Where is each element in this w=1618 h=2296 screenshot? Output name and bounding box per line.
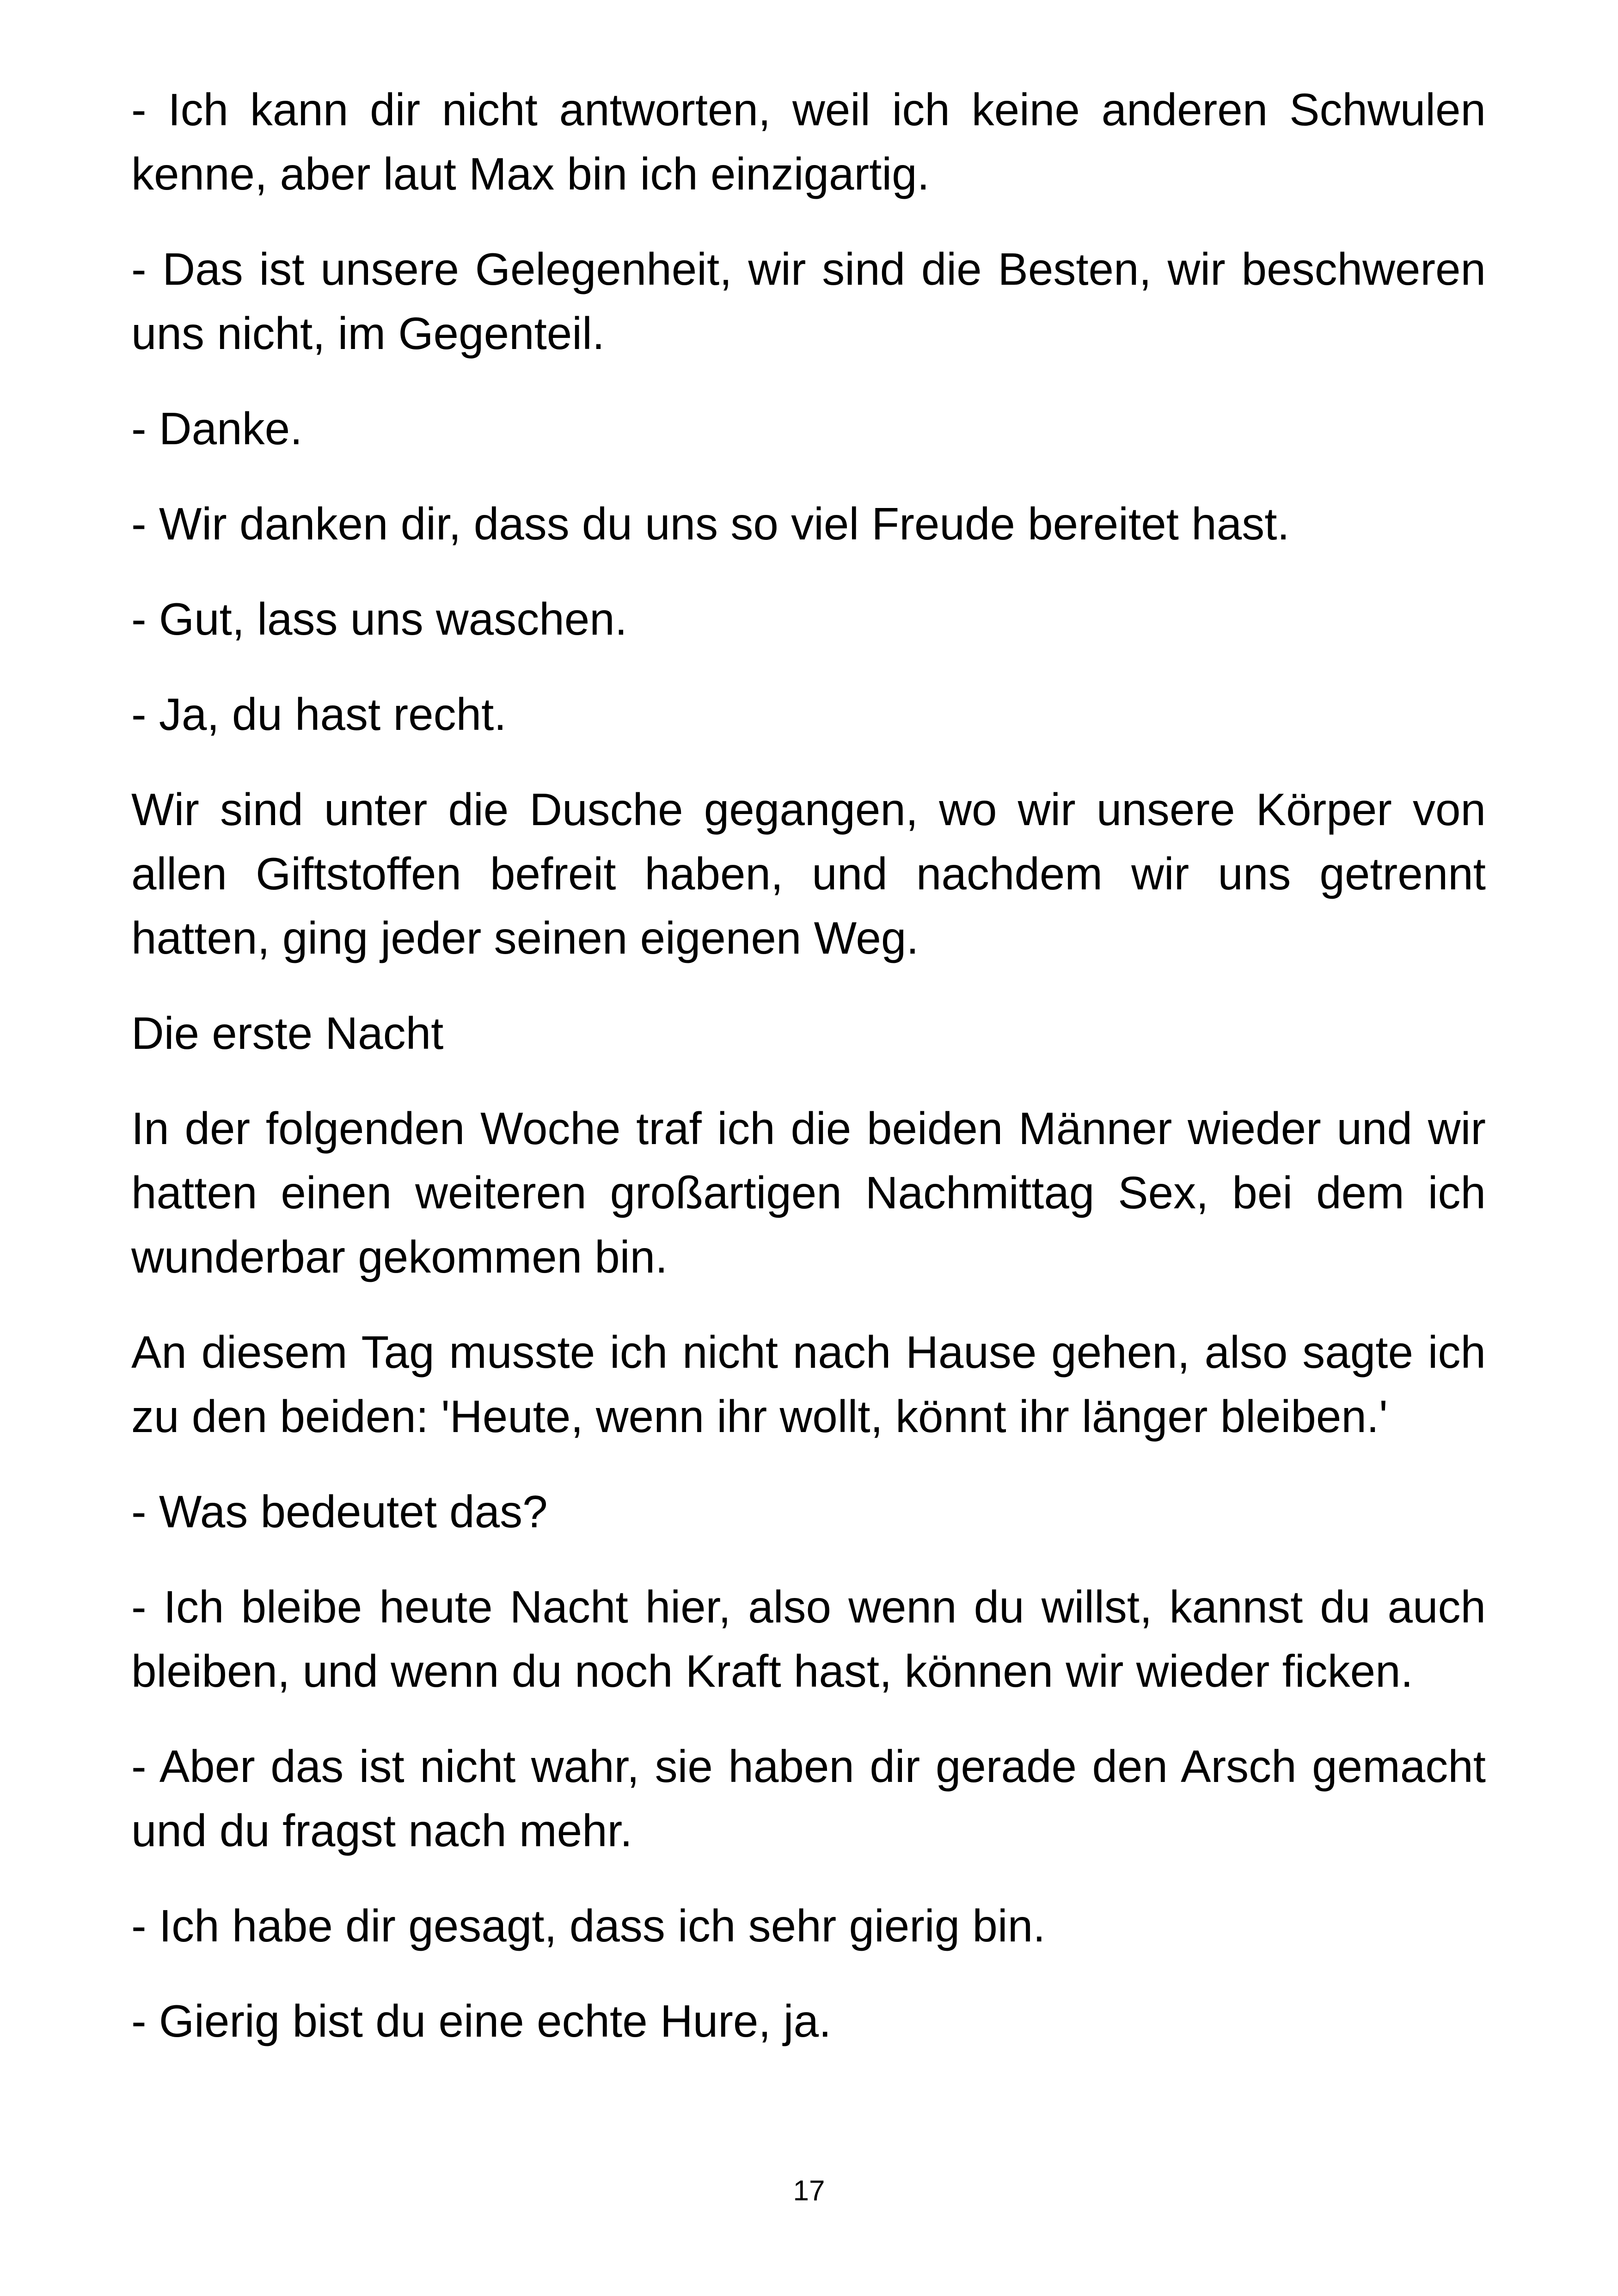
paragraph-14: - Ich habe dir gesagt, dass ich sehr gierig bin.	[131, 1900, 1046, 1951]
paragraph-9: In der folgenden Woche traf ich die beiden Männer wieder und wir hatten einen weiteren großartigen Nachmittag Sex, bei dem ich wunderbar gekommen bin.	[131, 1103, 1486, 1282]
page-body	[131, 78, 1486, 2053]
paragraph-11: - Was bedeutet das?	[131, 1486, 548, 1537]
paragraph-6: - Ja, du hast recht.	[131, 689, 507, 740]
page-number: 17	[793, 2175, 825, 2207]
section-heading: Die erste Nacht	[131, 1008, 444, 1059]
paragraph-2: - Das ist unsere Gelegenheit, wir sind die Besten, wir beschweren uns nicht, im Gegenteil.	[131, 244, 1486, 359]
paragraph-10: An diesem Tag musste ich nicht nach Hause gehen, also sagte ich zu den beiden: 'Heute, wenn ihr wollt, könnt ihr länger bleiben.'	[131, 1327, 1486, 1442]
paragraph-1: - Ich kann dir nicht antworten, weil ich keine anderen Schwulen kenne, aber laut Max bin ich einzigartig.	[131, 84, 1486, 199]
paragraph-7: Wir sind unter die Dusche gegangen, wo wir unsere Körper von allen Giftstoffen befreit haben, und nachdem wir uns getrennt hatten, ging jeder seinen eigenen Weg.	[131, 784, 1486, 963]
paragraph-13: - Aber das ist nicht wahr, sie haben dir gerade den Arsch gemacht und du fragst nach mehr.	[131, 1741, 1486, 1856]
paragraph-15: - Gierig bist du eine echte Hure, ja.	[131, 1996, 832, 2046]
paragraph-5: - Gut, lass uns waschen.	[131, 594, 628, 644]
paragraph-4: - Wir danken dir, dass du uns so viel Freude bereitet hast.	[131, 498, 1290, 549]
paragraph-3: - Danke.	[131, 403, 303, 454]
paragraph-12: - Ich bleibe heute Nacht hier, also wenn du willst, kannst du auch bleiben, und wenn du noch Kraft hast, können wir wieder ficken.	[131, 1581, 1486, 1696]
